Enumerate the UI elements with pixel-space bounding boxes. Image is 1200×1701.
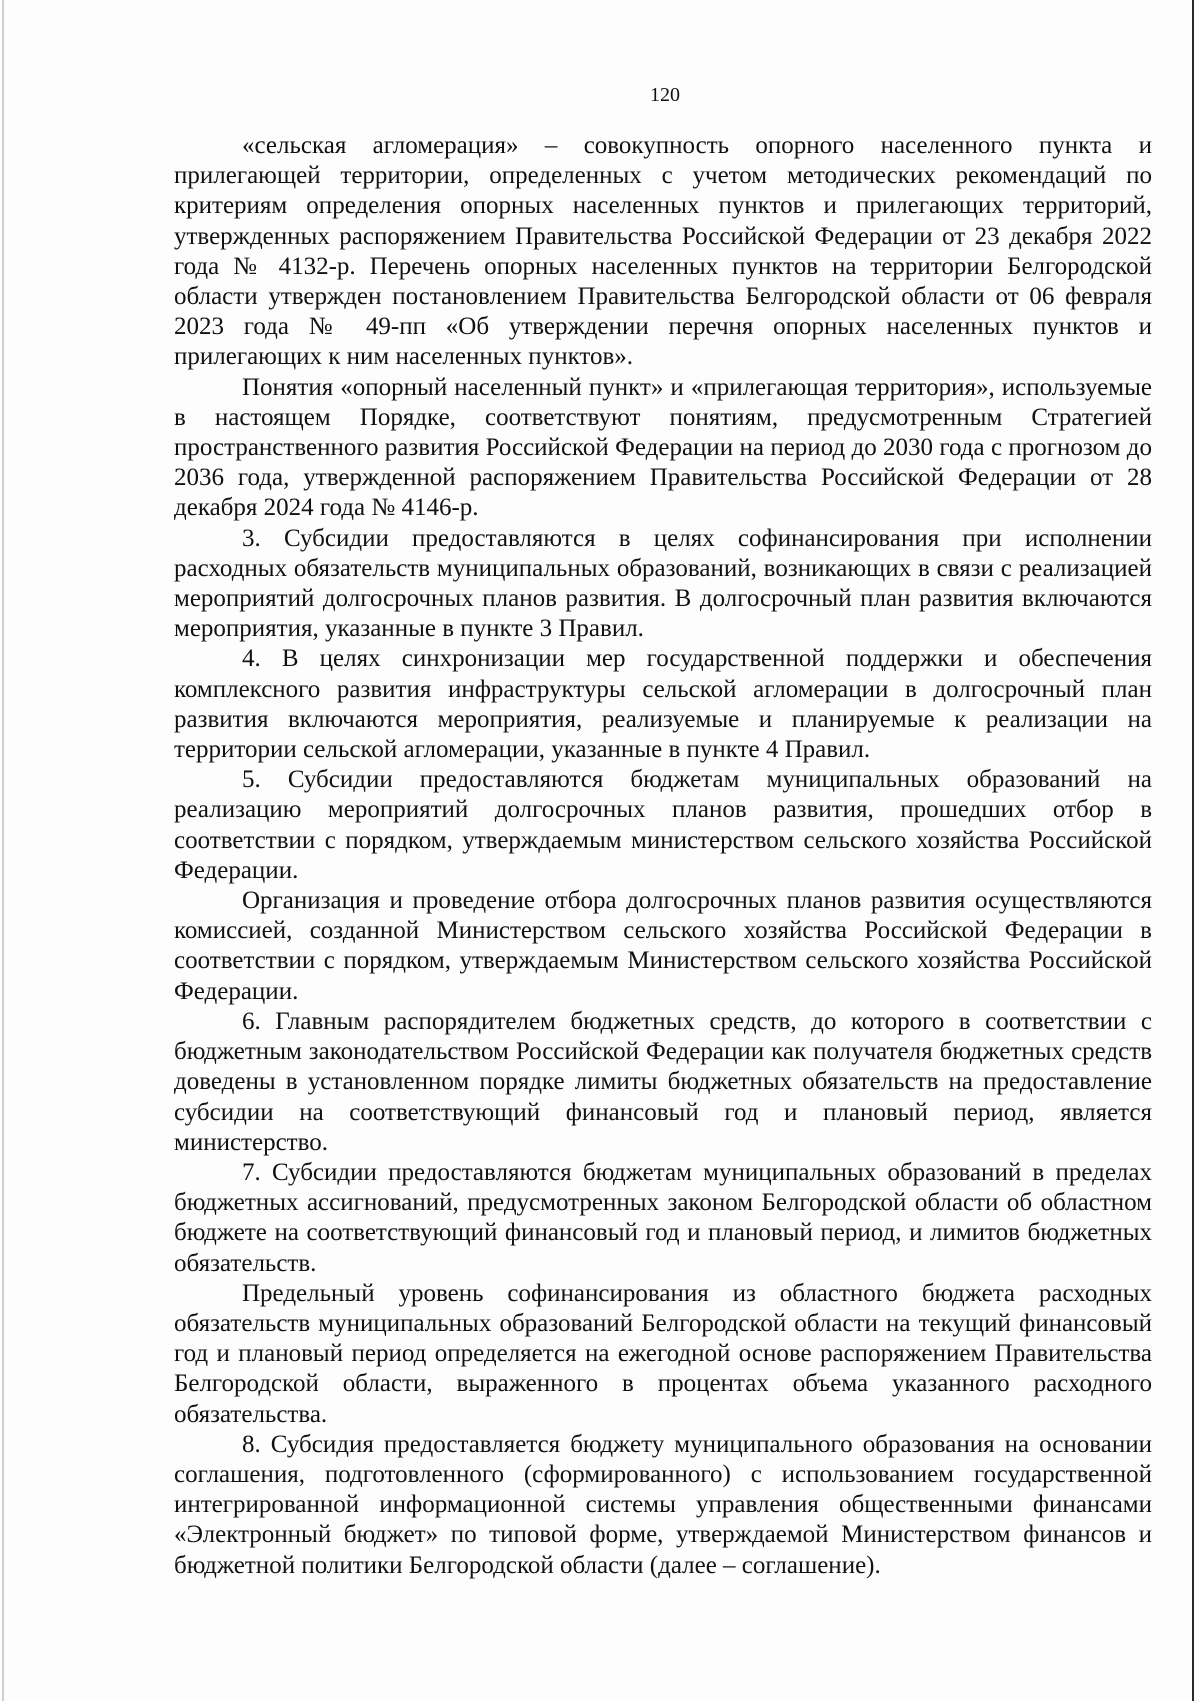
paragraph-item-6: 6. Главным распорядителем бюджетных средств, до которого в соответствии с бюджетным законодательством Российской Федерации как получателя бюджетных средств доведены в установленном порядке лимиты бюджетных обязательств на предоставление субсидии на соответствующий финансовый год и плановый период, является министерство. xyxy=(174,1007,1152,1156)
paragraph-item-3: 3. Субсидии предоставляются в целях софинансирования при исполнении расходных обязательств муниципальных образований, возникающих в связи с реализацией мероприятий долгосрочных планов развития. В долгосрочный план развития включаются мероприятия, указанные в пункте 3 Правил. xyxy=(174,524,1152,643)
scan-edge-left xyxy=(2,0,4,1701)
paragraph-item-7: 7. Субсидии предоставляются бюджетам муниципальных образований в пределах бюджетных ассигнований, предусмотренных законом Белгородской области об областном бюджете на соответствующий финансовый год и плановый период, и лимитов бюджетных обязательств. xyxy=(174,1158,1152,1277)
scan-edge-right xyxy=(1192,0,1194,1701)
document-body xyxy=(174,131,1152,1581)
paragraph-selection-organization: Организация и проведение отбора долгосрочных планов развития осуществляются комиссией, созданной Министерством сельского хозяйства Российской Федерации в соответствии с порядком, утверждаемым Министерством сельского хозяйства Российской Федерации. xyxy=(174,887,1152,1005)
paragraph-cofinancing-level: Предельный уровень софинансирования из областного бюджета расходных обязательств муниципальных образований Белгородской области на текущий финансовый год и плановый период определяется на ежегодной основе распоряжением Правительства Белгородской области, выраженного в процентах объема указанного расходного обязательства. xyxy=(174,1279,1152,1428)
page-number: 120 xyxy=(650,84,680,106)
paragraph-rural-agglomeration: «сельская агломерация» – совокупность опорного населенного пункта и прилегающей территории, определенных с учетом методических рекомендаций по критериям определения опорных населенных пунктов и прилегающих территорий, утвержденных распоряжением Правительства Российской Федерации от 23 декабря 2022 года № 4132-р. Перечень опорных населенных пунктов на территории Белгородской области утвержден постановлением Правительства Белгородской области от 06 февраля 2023 года № 49-пп «Об утверждении перечня опорных населенных пунктов и прилегающих к ним населенных пунктов». xyxy=(174,132,1152,371)
paragraph-item-8: 8. Субсидия предоставляется бюджету муниципального образования на основании соглашения, подготовленного (сформированного) с использованием государственной интегрированной информационной системы управления общественными финансами «Электронный бюджет» по типовой форме, утверждаемой Министерством финансов и бюджетной политики Белгородской области (далее – соглашение). xyxy=(174,1430,1152,1579)
paragraph-item-5: 5. Субсидии предоставляются бюджетам муниципальных образований на реализацию мероприятий долгосрочных планов развития, прошедших отбор в соответствии с порядком, утверждаемым министерством сельского хозяйства Российской Федерации. xyxy=(174,766,1152,884)
paragraph-item-4: 4. В целях синхронизации мер государственной поддержки и обеспечения комплексного развития инфраструктуры сельской агломерации в долгосрочный план развития включаются мероприятия, реализуемые и планируемые к реализации на территории сельской агломерации, указанные в пункте 4 Правил. xyxy=(174,645,1152,764)
paragraph-concepts: Понятия «опорный населенный пункт» и «прилегающая территория», используемые в настоящем Порядке, соответствуют понятиям, предусмотренным Стратегией пространственного развития Российской Федерации на период до 2030 года с прогнозом до 2036 года, утвержденной распоряжением Правительства Российской Федерации от 28 декабря 2024 года № 4146-р. xyxy=(174,373,1152,522)
